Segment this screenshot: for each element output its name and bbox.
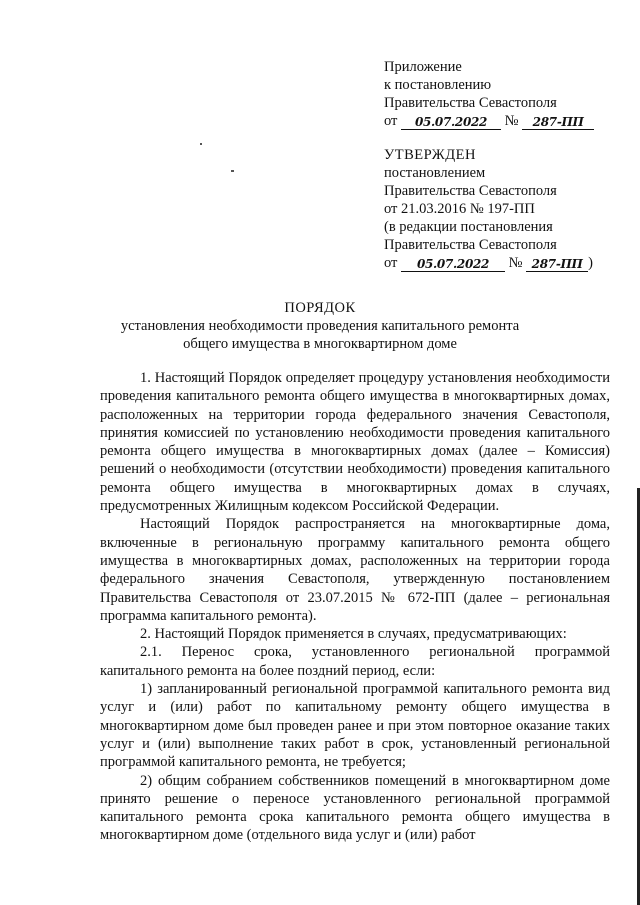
paragraph-2-1-item-2: 2) общим собранием собственников помещений в многоквартирном доме принято решение о переносе установленного региональной программой капитального ремонта срока капитального ремонта общего имущества в многоквартирном доме (отдельного вида услуг и (или) работ (100, 772, 610, 844)
document-body (100, 369, 610, 845)
approved-date-line (384, 254, 593, 272)
approved-date-prefix: от (384, 255, 398, 271)
document-subtitle-line1: установления необходимости проведения капитального ремонта (120, 318, 520, 334)
approved-close-paren: ) (588, 255, 593, 271)
approved-by-resolution: постановлением (384, 165, 486, 181)
appendix-to-resolution: к постановлению (384, 77, 492, 93)
approved-date: 05.07.2022 (401, 255, 505, 272)
approved-number-prefix: № (508, 255, 523, 271)
approved-number: 287-ПП (526, 255, 588, 272)
appendix-label: Приложение (384, 59, 462, 75)
appendix-date: 05.07.2022 (401, 113, 501, 130)
appendix-date-line (384, 112, 594, 130)
paragraph-2-1-item-1: 1) запланированный региональной программой капитального ремонта вид услуг и (или) работ по капитальному ремонту общего имущества в многоквартирном доме был проведен ранее и при этом повторное оказание таких услуг и (или) выполнение таких работ в срок, установленный региональной программой капитального ремонта, не требуется; (100, 681, 610, 771)
approved-edition-note: (в редакции постановления (384, 219, 553, 235)
appendix-number: 287-ПП (522, 113, 594, 130)
paragraph-2-1: 2.1. Перенос срока, установленного региональной программой капитального ремонта на более поздний период, если: (100, 644, 610, 679)
approved-title: УТВЕРЖДЕН (384, 147, 476, 163)
scan-speck (200, 143, 202, 145)
appendix-number-prefix: № (504, 113, 519, 129)
paragraph-2: 2. Настоящий Порядок применяется в случаях, предусматривающих: (140, 626, 567, 643)
document-subtitle-line2: общего имущества в многоквартирном доме (183, 336, 457, 352)
approved-edition-government: Правительства Севастополя (384, 237, 557, 253)
paragraph-scope: Настоящий Порядок распространяется на многоквартирные дома, включенные в региональную программу капитального ремонта общего имущества в многоквартирных домах, расположенных на территории города федерального значения Севастополя, утвержденную постановлением Правительства Севастополя от 23.07.2015 № 672-ПП (далее – региональная программа капитального ремонта). (100, 516, 610, 624)
approved-original-date: от 21.03.2016 № 197-ПП (384, 201, 535, 217)
paragraph-1: 1. Настоящий Порядок определяет процедуру установления необходимости проведения капитального ремонта общего имущества в многоквартирных домах, расположенных на территории города федерального значения Севастополя, принятия комиссией по установлению необходимости проведения капитального ремонта общего имущества в многоквартирных домах (далее – Комиссия) решений о необходимости (отсутствии необходимости) проведения капитального ремонта общего имущества в многоквартирных домах в случаях, предусмотренных Жилищным кодексом Российской Федерации. (100, 370, 610, 515)
document-title: ПОРЯДОК (284, 300, 356, 316)
appendix-date-prefix: от (384, 113, 398, 129)
appendix-government: Правительства Севастополя (384, 95, 557, 111)
approved-government: Правительства Севастополя (384, 183, 557, 199)
scan-speck (231, 170, 234, 172)
